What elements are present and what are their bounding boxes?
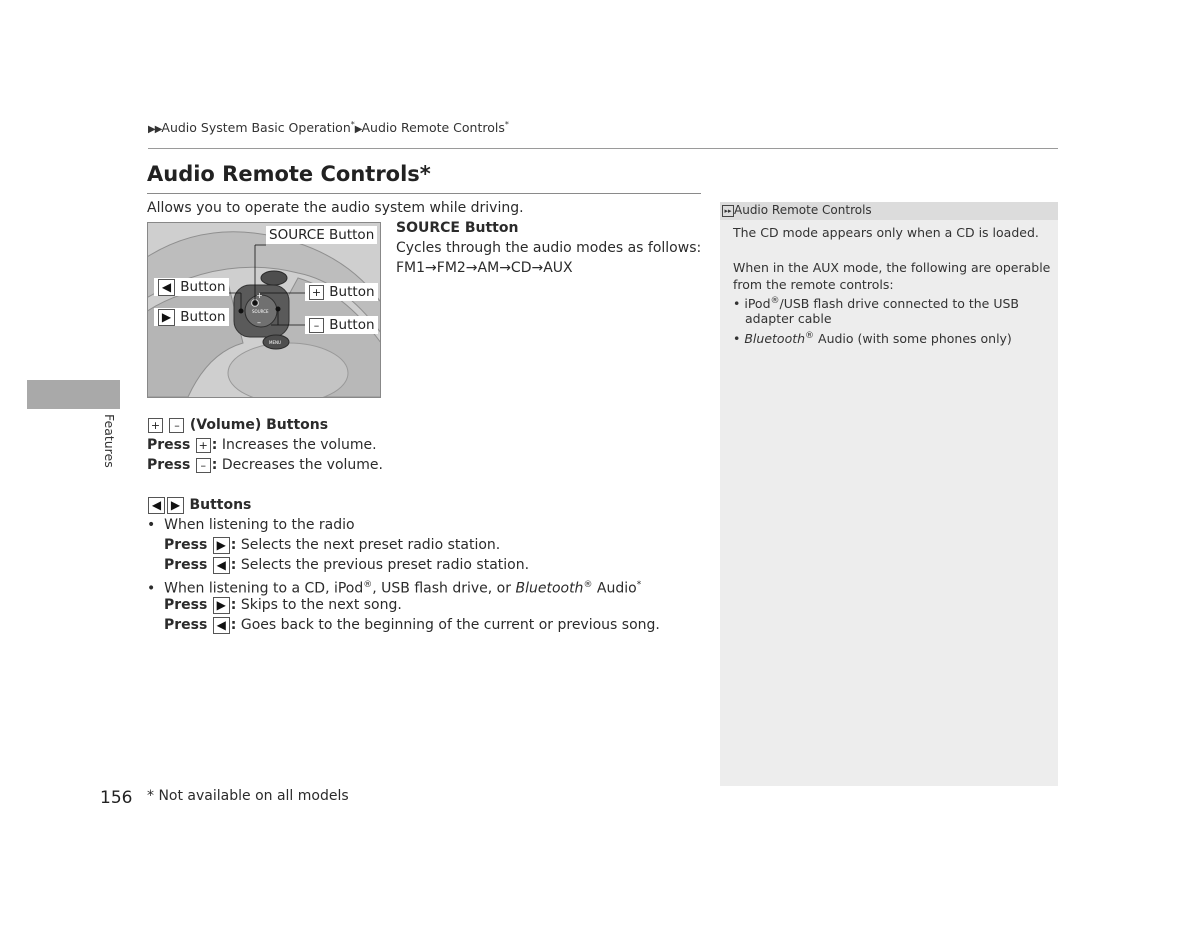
bullet-icon: • <box>733 331 741 347</box>
minus-callout-label: Button <box>329 317 375 333</box>
right-triangle-icon: ▶ <box>170 497 181 512</box>
breadcrumb-star2: * <box>504 120 509 129</box>
sidebar-note-cd: The CD mode appears only when a CD is loaded. <box>733 225 1039 240</box>
volume-plus-key: + <box>148 418 163 433</box>
pad-minus: – <box>257 318 261 327</box>
registered-mark: ® <box>770 296 780 306</box>
breadcrumb <box>148 120 509 135</box>
breadcrumb-sep: ▶ <box>354 124 362 136</box>
footnote-star: * <box>636 580 642 590</box>
sidebar-bluetooth-rest: Audio (with some phones only) <box>814 331 1012 347</box>
arrows-heading <box>147 495 251 515</box>
radio-prev-line <box>164 555 529 575</box>
colon: : <box>230 597 237 613</box>
sidebar-ipod-a: iPod <box>744 296 771 312</box>
right-arrow-callout <box>154 308 229 326</box>
sidebar-bullet-ipod-l2: adapter cable <box>745 311 832 326</box>
page-title-star: * <box>419 162 431 186</box>
pad-source: SOURCE <box>252 309 269 314</box>
right-arrow-key <box>158 309 175 326</box>
media-prev-line <box>164 615 660 635</box>
pad-menu: MENU <box>269 340 281 345</box>
left-arrow-key <box>158 279 175 296</box>
sidebar-bullet-bluetooth <box>733 328 1012 348</box>
bullet-icon: • <box>147 580 156 597</box>
breadcrumb-part2: Audio Remote Controls <box>361 120 505 136</box>
right-triangle-icon: ▶ <box>216 537 226 552</box>
right-triangle-icon: ▶ <box>216 597 226 612</box>
intro-text: Allows you to operate the audio system while driving. <box>147 200 524 216</box>
right-arrow-callout-label: Button <box>180 309 226 325</box>
bluetooth-text: Bluetooth <box>515 580 584 597</box>
left-arrow-callout <box>154 278 229 296</box>
source-modes: FM1→FM2→AM→CD→AUX <box>396 260 573 276</box>
left-triangle-icon: ◀ <box>216 617 226 632</box>
prev-station-desc: Selects the previous preset radio station. <box>240 557 530 573</box>
colon: : <box>230 537 237 553</box>
sidebar-header-text: Audio Remote Controls <box>734 203 872 217</box>
header-rule <box>148 148 1058 149</box>
arrows-heading-text: Buttons <box>189 497 252 513</box>
pad-plus: + <box>256 291 263 300</box>
volume-plus-inline-key: + <box>196 438 211 453</box>
source-heading: SOURCE Button <box>396 220 519 236</box>
volume-plus-desc: Increases the volume. <box>221 437 377 453</box>
registered-mark: ® <box>363 580 373 590</box>
volume-minus-key: – <box>169 418 184 433</box>
page-title-text: Audio Remote Controls <box>147 162 420 186</box>
press-label: Press <box>147 457 191 473</box>
sidebar-ipod-b: /USB flash drive connected to the USB <box>779 296 1020 312</box>
volume-heading <box>147 415 328 435</box>
arrows-right-key <box>167 497 184 514</box>
sidebar-note-aux-l2: from the remote controls: <box>733 277 894 292</box>
bullet-media-b: , USB flash drive, or <box>372 580 516 597</box>
left-triangle-icon: ◀ <box>151 497 162 512</box>
right-triangle-icon: ▶ <box>161 309 172 324</box>
source-button-callout: SOURCE Button <box>266 226 377 244</box>
footnote: * Not available on all models <box>147 788 349 804</box>
arrows-left-key <box>148 497 165 514</box>
press-label: Press <box>147 437 191 453</box>
breadcrumb-arrows: ▶▶ <box>148 124 162 136</box>
bullet-radio-text: When listening to the radio <box>164 517 355 533</box>
sidebar-bluetooth-text: Bluetooth <box>744 331 806 347</box>
plus-callout-label: Button <box>329 284 375 300</box>
title-rule <box>147 193 701 194</box>
arrows-bullet-radio <box>147 515 355 535</box>
press-label: Press <box>164 617 208 633</box>
double-arrow-icon: ▸▸ <box>722 205 734 217</box>
registered-mark: ® <box>583 580 593 590</box>
plus-button-callout <box>305 283 378 301</box>
colon: : <box>230 557 237 573</box>
press-label: Press <box>164 597 208 613</box>
left-arrow-inline-key <box>213 557 230 574</box>
bullet-icon: • <box>733 296 741 312</box>
colon: : <box>211 437 218 453</box>
right-arrow-inline-key <box>213 597 230 614</box>
volume-plus-line <box>147 435 377 455</box>
section-tab <box>27 380 120 409</box>
colon: : <box>211 457 218 473</box>
prev-song-desc: Goes back to the beginning of the current or previous song. <box>240 617 660 633</box>
sidebar-note-aux-l1: When in the AUX mode, the following are operable <box>733 260 1051 275</box>
source-description: Cycles through the audio modes as follows: <box>396 240 702 256</box>
radio-next-line <box>164 535 500 555</box>
volume-heading-text: (Volume) Buttons <box>189 417 329 433</box>
left-arrow-callout-label: Button <box>180 279 226 295</box>
page-number: 156 <box>100 788 133 808</box>
press-label: Press <box>164 537 208 553</box>
left-triangle-icon: ◀ <box>216 557 226 572</box>
sidebar-header-title <box>722 203 872 217</box>
breadcrumb-star1: * <box>350 120 355 129</box>
page-title <box>147 162 431 186</box>
plus-key: + <box>309 285 324 300</box>
minus-key: – <box>309 318 324 333</box>
next-station-desc: Selects the next preset radio station. <box>240 537 501 553</box>
bullet-media-a: When listening to a CD, iPod <box>164 580 364 597</box>
bullet-media-c: Audio <box>592 580 637 597</box>
minus-button-callout <box>305 316 378 334</box>
next-song-desc: Skips to the next song. <box>240 597 402 613</box>
section-tab-label: Features <box>102 414 117 468</box>
right-arrow-inline-key <box>213 537 230 554</box>
left-arrow-inline-key <box>213 617 230 634</box>
registered-mark: ® <box>805 331 815 341</box>
colon: : <box>230 617 237 633</box>
volume-minus-desc: Decreases the volume. <box>221 457 383 473</box>
volume-minus-line <box>147 455 383 475</box>
left-triangle-icon: ◀ <box>161 279 172 294</box>
press-label: Press <box>164 557 208 573</box>
media-next-line <box>164 595 402 615</box>
breadcrumb-part1: Audio System Basic Operation <box>161 120 351 136</box>
bullet-icon: • <box>147 517 156 533</box>
volume-minus-inline-key: – <box>196 458 211 473</box>
